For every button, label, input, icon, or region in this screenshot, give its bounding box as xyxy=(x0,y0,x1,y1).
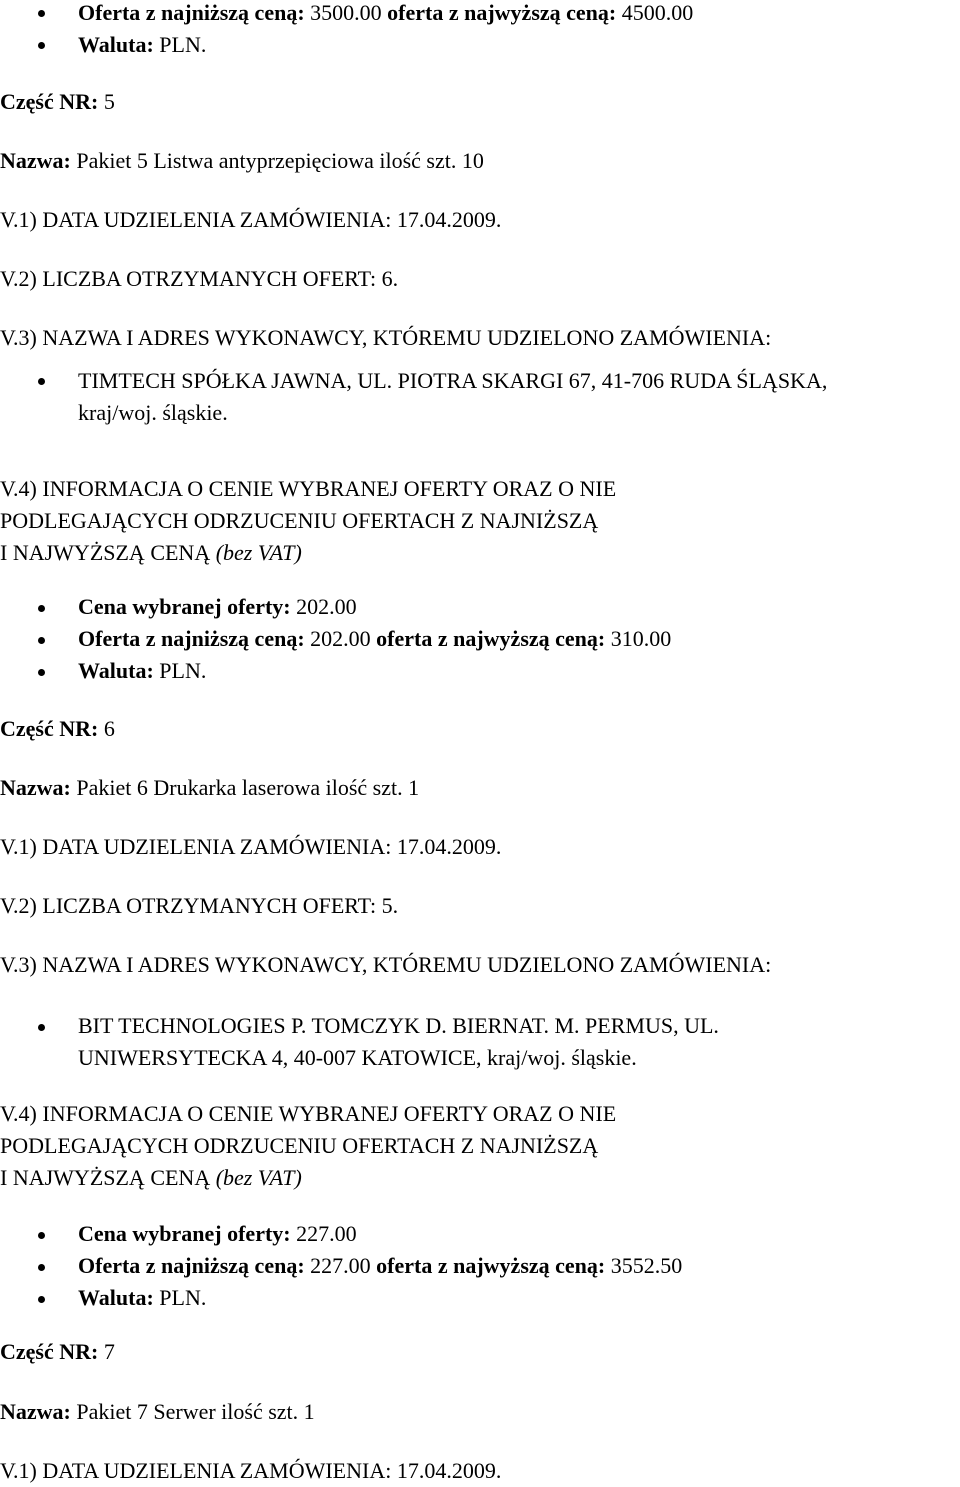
bullet-icon xyxy=(38,378,45,385)
bullet-icon xyxy=(38,1232,45,1239)
offers-count-value: 6. xyxy=(381,266,399,291)
bullet-icon xyxy=(38,1024,45,1031)
lowest-price-value: 3500.00 xyxy=(310,0,382,25)
highest-price-value: 310.00 xyxy=(610,626,672,651)
bullet-icon xyxy=(38,605,45,612)
contractor-address-line-2: kraj/woj. śląskie. xyxy=(78,400,228,425)
currency-line xyxy=(78,658,206,684)
price-info-heading-3 xyxy=(0,540,302,566)
bullet-icon xyxy=(38,10,45,17)
award-date-label: V.1) DATA UDZIELENIA ZAMÓWIENIA: xyxy=(0,207,392,232)
award-date-value: 17.04.2009. xyxy=(396,207,502,232)
part-number-label: Część NR: xyxy=(0,716,99,741)
currency-line xyxy=(78,1285,206,1311)
lowest-price-label: Oferta z najniższą ceną: xyxy=(78,0,305,25)
currency-value: PLN. xyxy=(159,1285,207,1310)
part-number-label: Część NR: xyxy=(0,1339,99,1364)
lowest-price-value: 202.00 xyxy=(310,626,371,651)
bullet-icon xyxy=(38,1264,45,1271)
offers-count-label: V.2) LICZBA OTRZYMANYCH OFERT: xyxy=(0,266,377,291)
award-date-line xyxy=(0,834,501,860)
part-name-value: Pakiet 7 Serwer ilość szt. 1 xyxy=(76,1399,315,1424)
contractor-address-line-1: BIT TECHNOLOGIES P. TOMCZYK D. BIERNAT. M. PERMUS, UL. xyxy=(78,1013,719,1038)
offers-count-line xyxy=(0,266,398,292)
offers-count-line xyxy=(0,893,398,919)
price-info-heading-2: PODLEGAJĄCYCH ODRZUCENIU OFERTACH Z NAJNIŻSZĄ xyxy=(0,1133,599,1158)
part-name-label: Nazwa: xyxy=(0,775,71,800)
bullet-icon xyxy=(38,42,45,49)
price-info-heading-text: I NAJWYŻSZĄ CENĄ xyxy=(0,540,211,565)
part-name-value: Pakiet 6 Drukarka laserowa ilość szt. 1 xyxy=(76,775,420,800)
price-info-heading-3 xyxy=(0,1165,302,1191)
highest-price-label: oferta z najwyższą ceną: xyxy=(376,1253,606,1278)
highest-price-value: 4500.00 xyxy=(621,0,694,25)
currency-label: Waluta: xyxy=(78,1285,154,1310)
contractor-address-line-2: UNIWERSYTECKA 4, 40-007 KATOWICE, kraj/woj. śląskie. xyxy=(78,1045,637,1070)
award-date-line xyxy=(0,207,501,233)
award-date-label: V.1) DATA UDZIELENIA ZAMÓWIENIA: xyxy=(0,834,392,859)
price-info-heading-1: V.4) INFORMACJA O CENIE WYBRANEJ OFERTY ORAZ O NIE xyxy=(0,1101,617,1126)
currency-label: Waluta: xyxy=(78,32,154,57)
selected-price-line xyxy=(78,1221,357,1247)
price-info-heading-2: PODLEGAJĄCYCH ODRZUCENIU OFERTACH Z NAJNIŻSZĄ xyxy=(0,508,599,533)
part-name-line xyxy=(0,775,419,801)
bullet-icon xyxy=(38,637,45,644)
award-date-line xyxy=(0,1458,501,1484)
lowest-price-value: 227.00 xyxy=(310,1253,371,1278)
part-name-label: Nazwa: xyxy=(0,148,71,173)
contractor-heading: V.3) NAZWA I ADRES WYKONAWCY, KTÓREMU UDZIELONO ZAMÓWIENIA: xyxy=(0,952,772,977)
award-date-value: 17.04.2009. xyxy=(396,834,502,859)
contractor-heading: V.3) NAZWA I ADRES WYKONAWCY, KTÓREMU UDZIELONO ZAMÓWIENIA: xyxy=(0,325,772,350)
currency-label: Waluta: xyxy=(78,658,154,683)
price-range-line xyxy=(78,626,671,652)
award-date-label: V.1) DATA UDZIELENIA ZAMÓWIENIA: xyxy=(0,1458,392,1483)
selected-price-value: 202.00 xyxy=(296,594,357,619)
price-info-heading-1: V.4) INFORMACJA O CENIE WYBRANEJ OFERTY ORAZ O NIE xyxy=(0,476,617,501)
part-number-label: Część NR: xyxy=(0,89,99,114)
highest-price-value: 3552.50 xyxy=(610,1253,683,1278)
currency-value: PLN. xyxy=(159,658,207,683)
price-range-line xyxy=(78,1253,682,1279)
selected-price-value: 227.00 xyxy=(296,1221,357,1246)
bullet-icon xyxy=(38,1296,45,1303)
price-info-heading-text: I NAJWYŻSZĄ CENĄ xyxy=(0,1165,211,1190)
part-number-heading xyxy=(0,1339,115,1365)
highest-price-label: oferta z najwyższą ceną: xyxy=(387,0,617,25)
price-info-vat-note: (bez VAT) xyxy=(215,1165,302,1190)
bullet-icon xyxy=(38,669,45,676)
part-number-value: 6 xyxy=(103,716,115,741)
offers-count-value: 5. xyxy=(381,893,399,918)
contractor-address-line-1: TIMTECH SPÓŁKA JAWNA, UL. PIOTRA SKARGI 67, 41-706 RUDA ŚLĄSKA, xyxy=(78,368,828,393)
offers-count-label: V.2) LICZBA OTRZYMANYCH OFERT: xyxy=(0,893,377,918)
lowest-price-label: Oferta z najniższą ceną: xyxy=(78,1253,305,1278)
price-info-vat-note: (bez VAT) xyxy=(215,540,302,565)
part-name-line xyxy=(0,148,484,174)
part-name-line xyxy=(0,1399,315,1425)
part-number-heading xyxy=(0,716,115,742)
selected-price-label: Cena wybranej oferty: xyxy=(78,594,291,619)
currency-line xyxy=(78,32,206,58)
selected-price-line xyxy=(78,594,357,620)
currency-value: PLN. xyxy=(159,32,207,57)
part-number-heading xyxy=(0,89,115,115)
selected-price-label: Cena wybranej oferty: xyxy=(78,1221,291,1246)
part-name-value: Pakiet 5 Listwa antyprzepięciowa ilość szt. 10 xyxy=(76,148,484,173)
price-range-line xyxy=(78,0,693,26)
part-name-label: Nazwa: xyxy=(0,1399,71,1424)
award-date-value: 17.04.2009. xyxy=(396,1458,502,1483)
highest-price-label: oferta z najwyższą ceną: xyxy=(376,626,606,651)
part-number-value: 7 xyxy=(103,1339,115,1364)
part-number-value: 5 xyxy=(103,89,115,114)
lowest-price-label: Oferta z najniższą ceną: xyxy=(78,626,305,651)
